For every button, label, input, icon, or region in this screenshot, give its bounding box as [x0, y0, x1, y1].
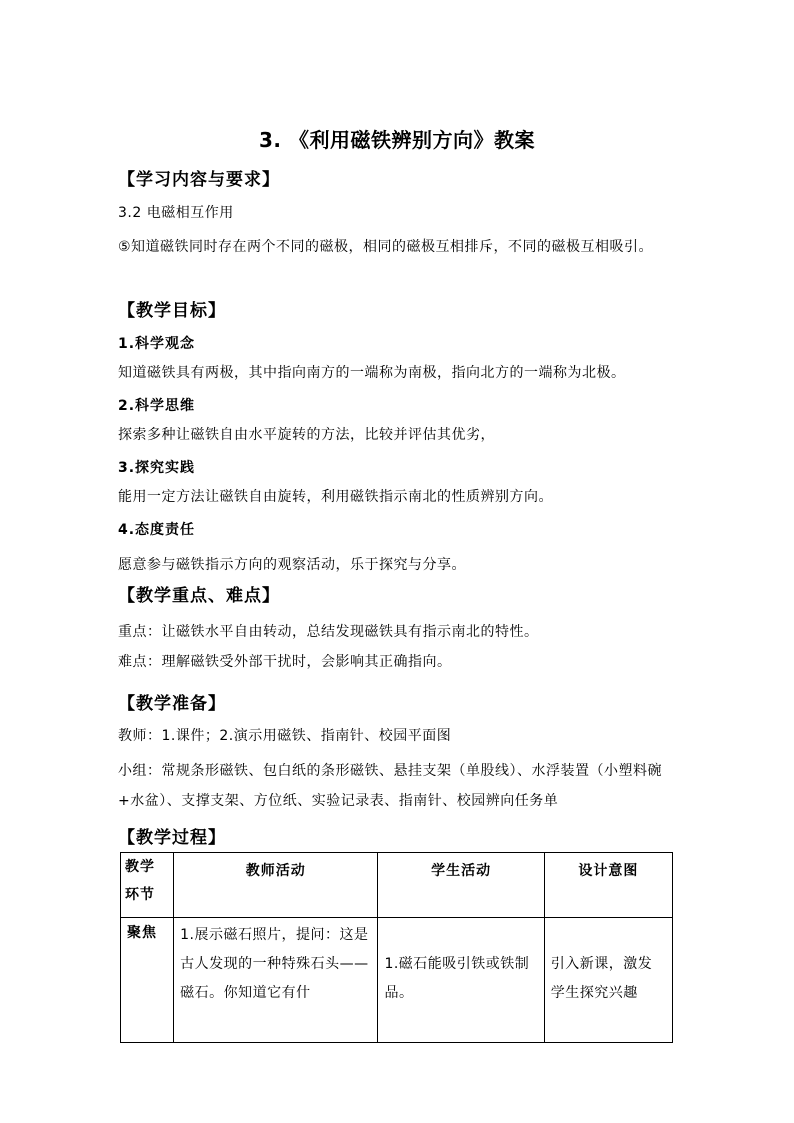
- goal-1-text: 知道磁铁具有两极，其中指向南方的一端称为南极，指向北方的一端称为北极。: [118, 365, 626, 381]
- column-header-teacher-activity: 教师活动: [174, 853, 378, 918]
- teacher-activity-cell: 1.展示磁石照片，提问：这是古人发现的一种特殊石头——磁石。你知道它有什: [174, 918, 378, 1043]
- goal-4-title: 4.态度责任: [118, 522, 196, 538]
- goal-2-text: 探索多种让磁铁自由水平旋转的方法，比较并评估其优劣，: [118, 427, 495, 443]
- difficult-point-text: 难点：理解磁铁受外部干扰时，会影响其正确指向。: [118, 654, 452, 670]
- section-heading-content-requirements: 【学习内容与要求】: [118, 170, 280, 190]
- section-heading-process: 【教学过程】: [118, 828, 226, 848]
- goal-3-text: 能用一定方法让磁铁自由旋转，利用磁铁指示南北的性质辨别方向。: [118, 489, 553, 505]
- goal-4-text: 愿意参与磁铁指示方向的观察活动，乐于探究与分享。: [118, 557, 466, 573]
- table-row: [121, 918, 673, 1043]
- content-req-line-2: ⑤知道磁铁同时存在两个不同的磁极，相同的磁极互相排斥，不同的磁极互相吸引。: [118, 239, 654, 255]
- teaching-process-table: [120, 852, 673, 1043]
- section-heading-key-points: 【教学重点、难点】: [118, 586, 280, 606]
- table-header-row: [121, 853, 673, 918]
- stage-cell: 聚焦: [121, 918, 174, 1043]
- column-header-design-intent: 设计意图: [544, 853, 672, 918]
- prep-teacher-text: 教师：1.课件；2.演示用磁铁、指南针、校园平面图: [118, 728, 452, 744]
- prep-group-text: 小组：常规条形磁铁、包白纸的条形磁铁、悬挂支架（单股线）、水浮装置（小塑料碗+水盆）、支撑支架、方位纸、实验记录表、指南针、校园辨向任务单: [118, 763, 662, 809]
- section-heading-teaching-goals: 【教学目标】: [118, 301, 226, 321]
- goal-2-title: 2.科学思维: [118, 398, 196, 414]
- content-req-line-1: 3.2 电磁相互作用: [118, 205, 234, 221]
- goal-3-title: 3.探究实践: [118, 460, 196, 476]
- key-point-text: 重点：让磁铁水平自由转动，总结发现磁铁具有指示南北的特性。: [118, 624, 539, 640]
- column-header-stage: 教学环节: [121, 853, 174, 918]
- column-header-student-activity: 学生活动: [378, 853, 544, 918]
- student-activity-cell: 1.磁石能吸引铁或铁制品。: [378, 918, 544, 1043]
- goal-1-title: 1.科学观念: [118, 336, 196, 352]
- design-intent-cell: 引入新课，激发学生探究兴趣: [544, 918, 672, 1043]
- section-heading-preparation: 【教学准备】: [118, 694, 226, 714]
- document-title: 3. 《利用磁铁辨别方向》教案: [259, 128, 535, 152]
